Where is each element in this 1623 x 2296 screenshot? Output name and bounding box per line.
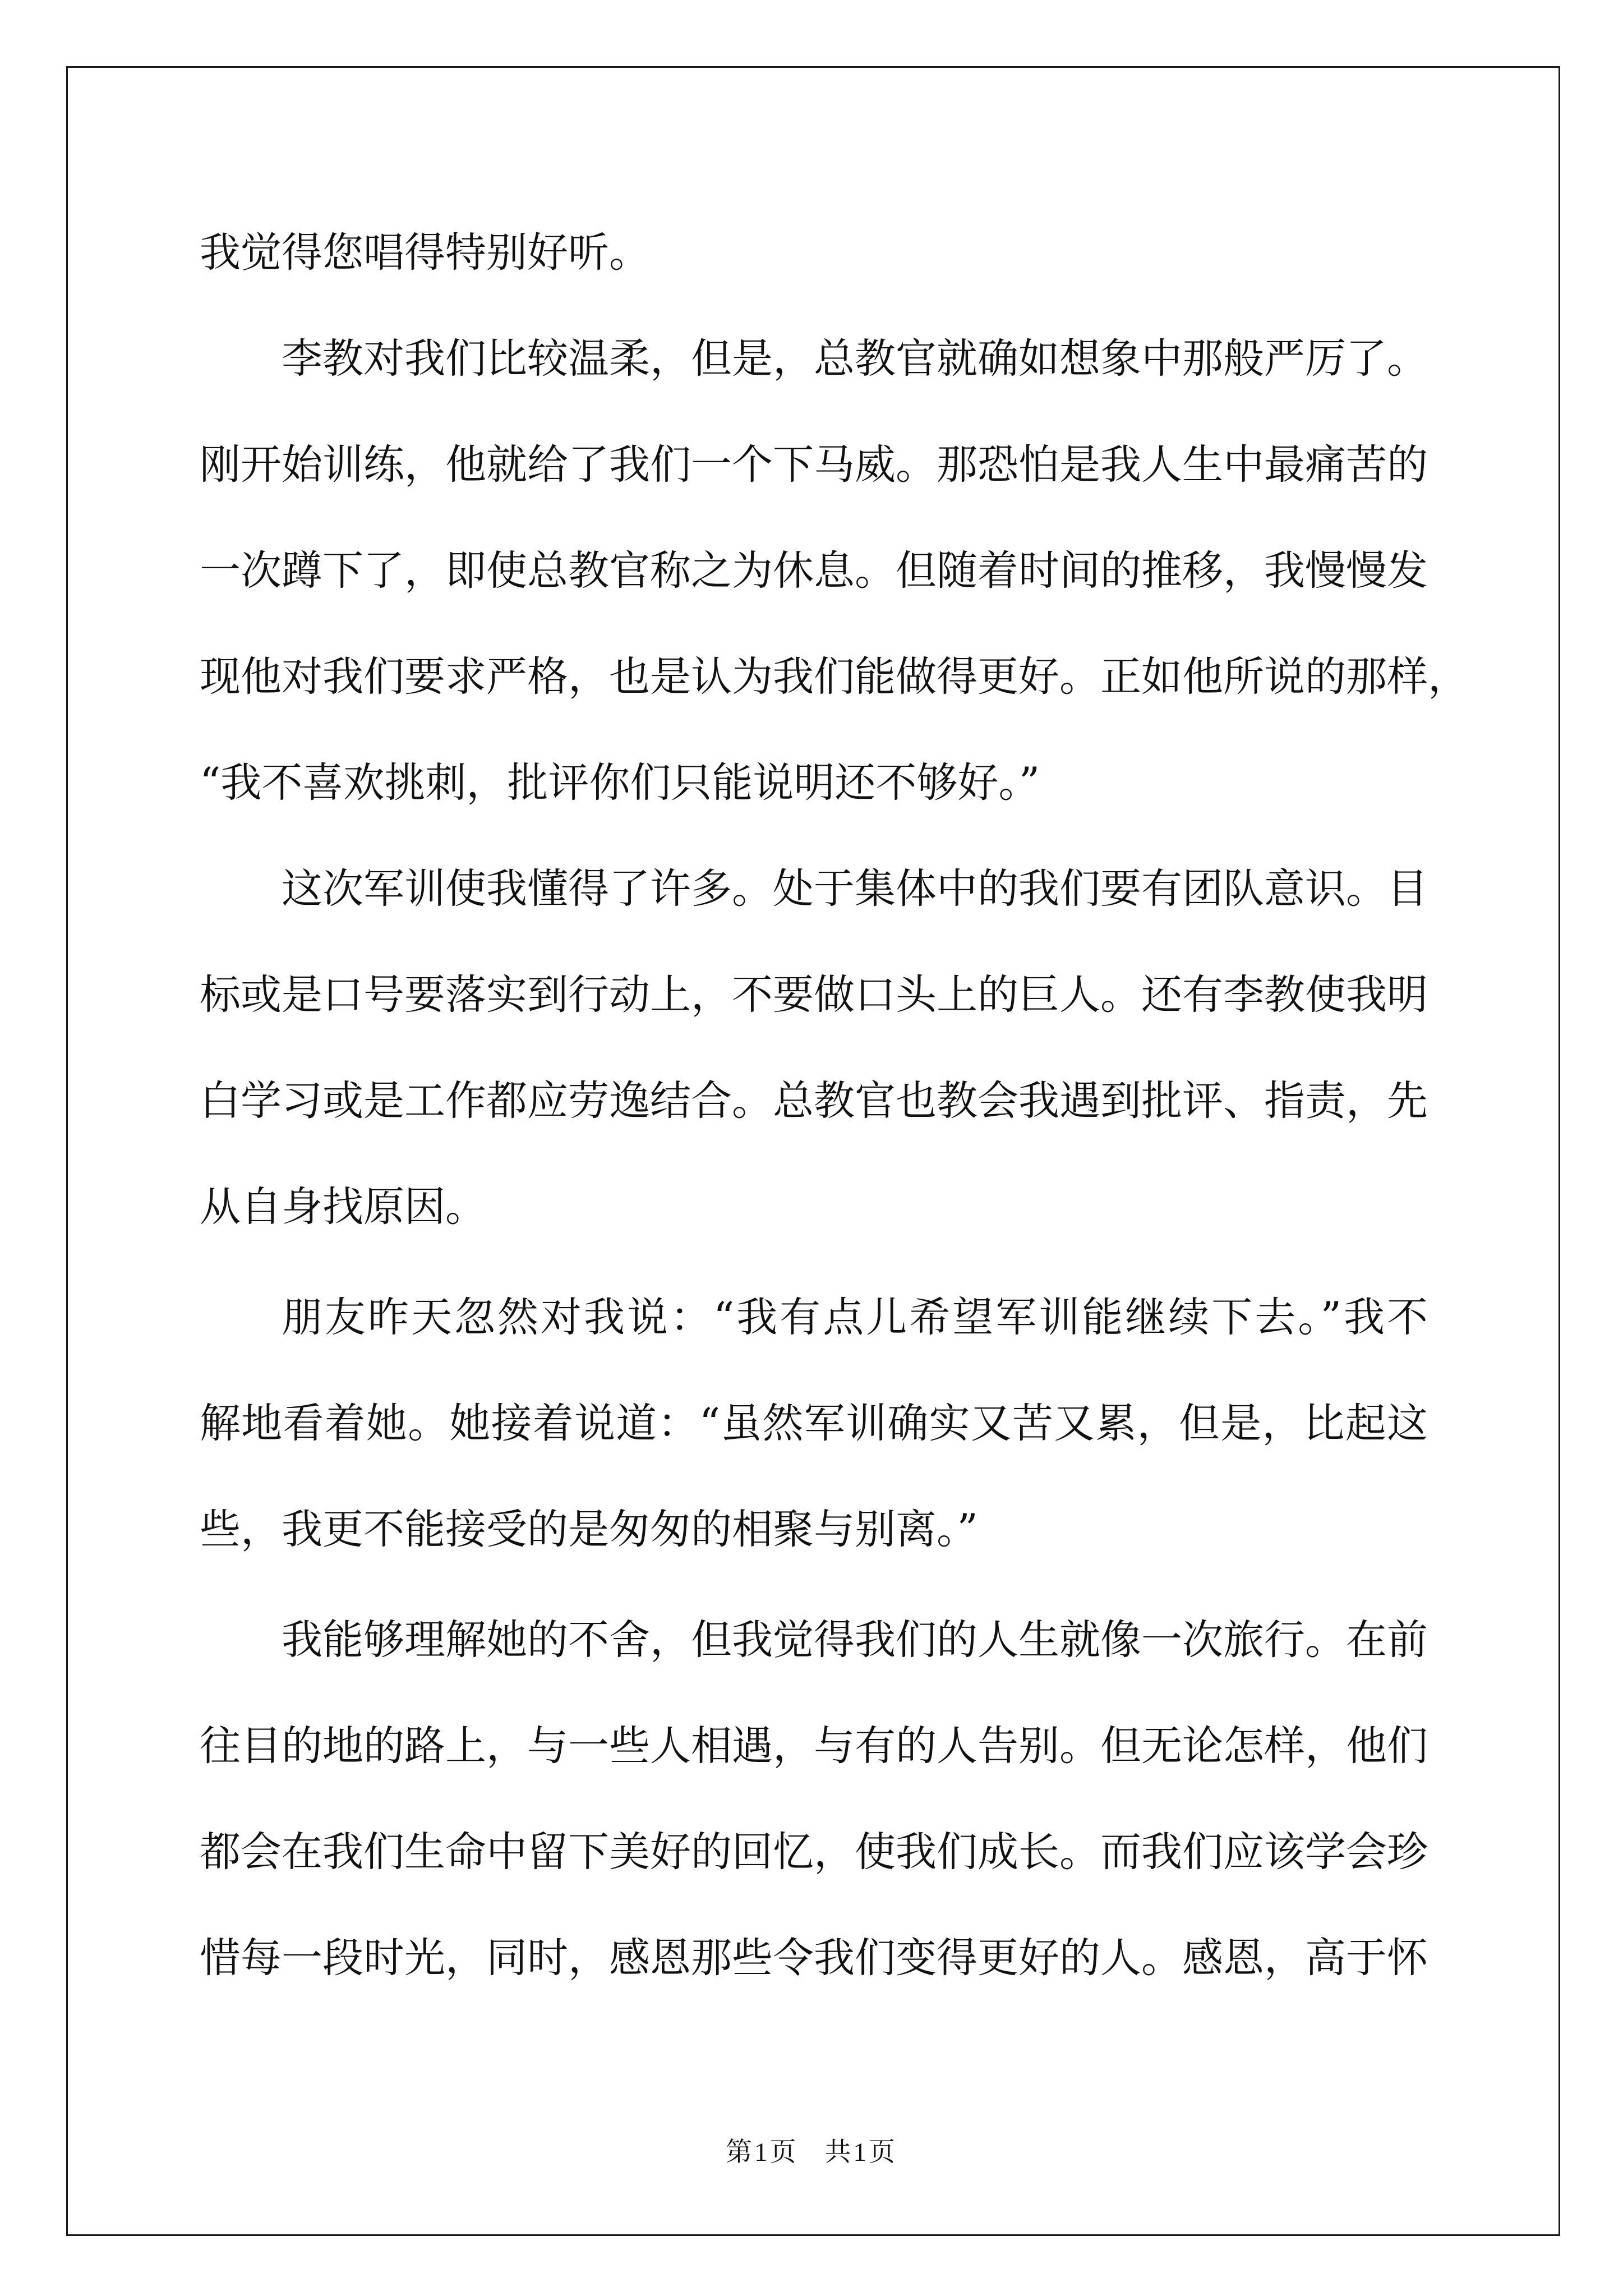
text-line: 标或是口号要落实到行动上，不要做口头上的巨人。还有李教使我明 [200,971,1428,1019]
text-line: 解地看着她。她接着说道：“虽然军训确实又苦又累，但是，比起这 [200,1400,1428,1447]
page-total-label: 共1页 [824,2138,897,2167]
text-line: 李教对我们比较温柔，但是，总教官就确如想象中那般严厉了。 [282,335,1428,383]
paragraph [200,200,1428,306]
text-line: 现他对我们要求严格，也是认为我们能做得更好。正如他所说的那样， [200,653,1469,701]
text-line: 些，我更不能接受的是匆匆的相聚与别离。” [200,1506,978,1553]
text-line: 往目的地的路上，与一些人相遇，与有的人告别。但无论怎样，他们 [200,1722,1428,1770]
paragraph [200,1264,1428,1582]
text-line: 我能够理解她的不舍，但我觉得我们的人生就像一次旅行。在前 [282,1616,1428,1664]
text-line: 这次军训使我懂得了许多。处于集体中的我们要有团队意识。目 [282,865,1428,913]
text-line: 从自身找原因。 [200,1183,486,1231]
page-footer [0,2132,1623,2173]
document-body [200,200,1469,2011]
text-line: 朋友昨天忽然对我说：“我有点儿希望军训能继续下去。”我不 [282,1294,1428,1341]
text-line: 白学习或是工作都应劳逸结合。总教官也教会我遇到批评、指责，先 [200,1077,1428,1125]
text-line: 都会在我们生命中留下美好的回忆，使我们成长。而我们应该学会珍 [200,1828,1428,1876]
paragraph [200,836,1428,1260]
page-number-label: 第1页 [726,2138,799,2167]
paragraph [200,1587,1428,2011]
text-line: 一次蹲下了，即使总教官称之为休息。但随着时间的推移，我慢慢发 [200,547,1428,595]
text-line: 惜每一段时光，同时，感恩那些令我们变得更好的人。感恩，高于怀 [200,1934,1428,1982]
text-line: 刚开始训练，他就给了我们一个下马威。那恐怕是我人生中最痛苦的 [200,441,1428,489]
paragraph [200,306,1469,836]
text-line: 我觉得您唱得特别好听。 [200,229,650,277]
text-line: “我不喜欢挑刺，批评你们只能说明还不够好。” [200,759,1040,807]
